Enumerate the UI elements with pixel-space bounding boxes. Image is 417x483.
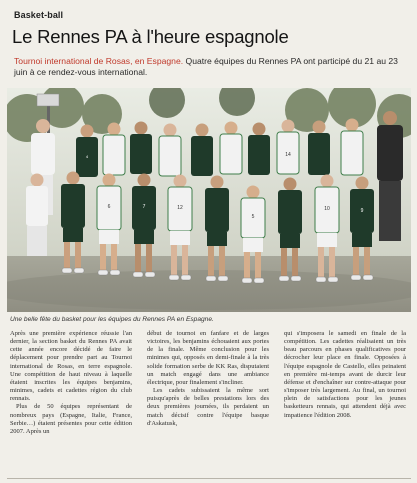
lead-highlight: Tournoi international de Rosas, en Espagne. [14,56,184,66]
svg-text:10: 10 [324,206,330,212]
svg-text:5: 5 [251,214,255,220]
body-column-1 [10,330,132,436]
body-column-2 [147,330,269,428]
photo-caption: Une belle fête du basket pour les équipes du Rennes PA en Espagne. [10,316,214,323]
svg-text:4: 4 [85,154,89,159]
page-divider [7,478,411,479]
svg-text:14: 14 [285,152,291,158]
article-body [10,330,408,475]
section-label: Basket-ball [14,10,64,20]
body-paragraph: Plus de 50 équipes représentant de nombreux pays (Espagne, Italie, France, Serbie…) étaient présentes pour cette édition 2007. Après un [10,403,132,435]
lead-text: Quatre équipes du Rennes PA ont participé du 21 au 23 juin à ce rendez-vous international. [14,56,398,77]
svg-text:12: 12 [177,205,183,211]
team-photo-illustration [7,88,411,312]
svg-text:9: 9 [360,208,364,214]
body-column-3 [284,330,406,420]
svg-text:7: 7 [142,204,146,210]
svg-text:6: 6 [107,204,111,210]
body-paragraph: début de tournoi en fanfare et de larges victoires, les benjamins échouaient aux portes de la finale. Même conclusion pour les minimes qui, opposés en demi-finale à la très solide formation serbe de KK Ras, disputaient un match engagé dans une ambiance électrique, pour finalement s'incliner. [147,330,269,386]
team-photo [7,88,411,312]
body-paragraph: Après une première expérience réussie l'an dernier, la section basket du Rennes PA avait cette année encore décidé de faire le déplacement pour prendre part au Tournoi international de Rosas, en terre espagnole. Une compétition de haut niveau à laquelle étaient inscrites les équipes benjamins, minimes, cadets et cadettes région du club rennais. [10,330,132,403]
body-paragraph: Les cadets subissaient la même sort puisqu'après de belles prestations lors des deux premières journées, ils perdaient un match décisif contre l'équipe basque d'Askatusk, [147,387,269,427]
article-headline: Le Rennes PA à l'heure espagnole [12,26,289,47]
article-lead [14,56,406,77]
body-paragraph: qui s'imposera le samedi en finale de la compétition. Les cadettes réalisaient un très beau parcours en phases qualificatives pour décrocher leur place en finale. Opposées à l'équipe espagnole de Castello, elles peinaient en première mi-temps avant de durcir leur défense et d'enchaîner sur contre-attaque pour s'imposer très largement. Au final, un tournoi plein de satisfactions pour les jeunes basketteurs rennais, qui attendent déjà avec impatience l'édition 2008. [284,330,406,419]
